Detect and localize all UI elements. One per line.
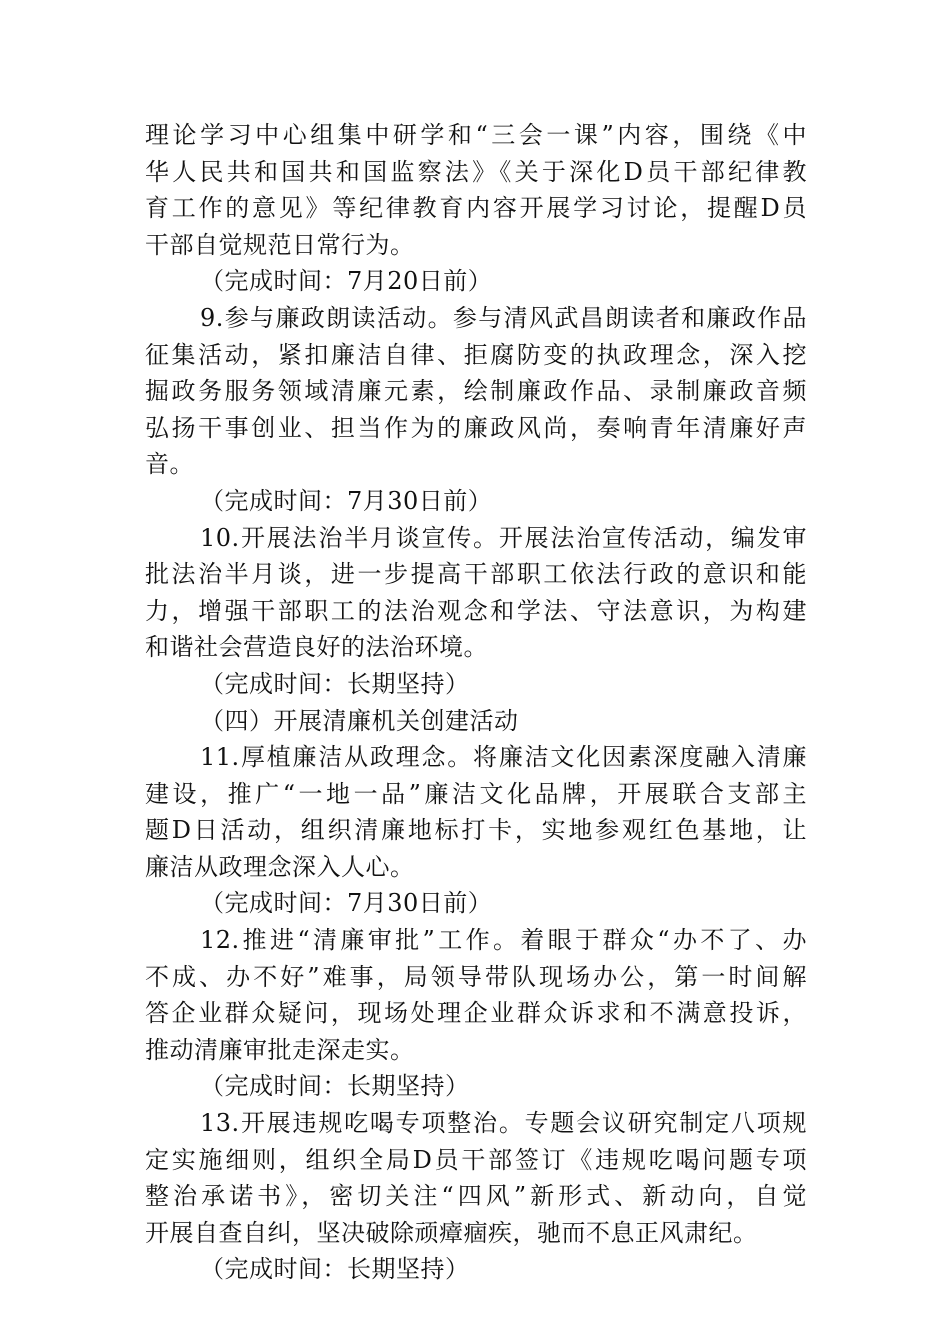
paragraph-line: 理论学习中心组集中研学和“三会一课”内容，围绕《中 (145, 121, 807, 149)
item-12-heading-line: 12.推进“清廉审批”工作。着眼于群众“办不了、办 (200, 926, 807, 955)
section-heading: （四）开展清廉机关创建活动 (200, 706, 519, 735)
deadline-line: （完成时间：长期坚持） (200, 669, 470, 698)
paragraph-line: 批法治半月谈，进一步提高干部职工依法行政的意识和能 (145, 560, 807, 589)
paragraph-line: 定实施细则，组织全局D员干部签订《违规吃喝问题专项 (145, 1145, 807, 1174)
paragraph-line: 题D日活动，组织清廉地标打卡，实地参观红色基地，让 (145, 816, 807, 845)
deadline-line: （完成时间：7月30日前） (200, 486, 493, 515)
paragraph-line: 答企业群众疑问，现场处理企业群众诉求和不满意投诉， (145, 999, 807, 1028)
paragraph-line: 整治承诺书》，密切关注“四风”新形式、新动向，自觉 (145, 1182, 807, 1211)
paragraph-line: 开展自查自纠，坚决破除顽瘴痼疾，驰而不息正风肃纪。 (145, 1218, 758, 1247)
paragraph-line: 廉洁从政理念深入人心。 (145, 852, 415, 881)
item-10-heading-line: 10.开展法治半月谈宣传。开展法治宣传活动，编发审 (200, 523, 807, 552)
item-13-heading-line: 13.开展违规吃喝专项整治。专题会议研究制定八项规 (200, 1109, 807, 1138)
paragraph-line: 不成、办不好”难事，局领导带队现场办公，第一时间解 (145, 962, 807, 991)
item-11-heading-line: 11.厚植廉洁从政理念。将廉洁文化因素深度融入清廉 (200, 743, 807, 772)
paragraph-line: 推动清廉审批走深走实。 (145, 1035, 415, 1064)
paragraph-line: 弘扬干事创业、担当作为的廉政风尚，奏响青年清廉好声 (145, 413, 807, 442)
paragraph-line: 掘政务服务领域清廉元素，绘制廉政作品、录制廉政音频 (145, 377, 807, 406)
paragraph-line: 征集活动，紧扣廉洁自律、拒腐防变的执政理念，深入挖 (145, 340, 807, 369)
document-body (145, 117, 807, 1288)
deadline-line: （完成时间：长期坚持） (200, 1255, 470, 1284)
deadline-line: （完成时间：7月20日前） (200, 267, 493, 296)
paragraph-line: 干部自觉规范日常行为。 (145, 230, 415, 259)
paragraph-line: 建设，推广“一地一品”廉洁文化品牌，开展联合支部主 (145, 779, 807, 808)
paragraph-line: 力，增强干部职工的法治观念和学法、守法意识，为构建 (145, 596, 807, 625)
deadline-line: （完成时间：7月30日前） (200, 889, 493, 918)
paragraph-line: 音。 (145, 450, 194, 479)
paragraph-line: 育工作的意见》等纪律教育内容开展学习讨论，提醒D员 (145, 194, 807, 223)
paragraph-line: 华人民共和国共和国监察法》《关于深化D员干部纪律教 (145, 157, 807, 186)
item-9-heading-line: 9.参与廉政朗读活动。参与清风武昌朗读者和廉政作品 (200, 303, 807, 332)
paragraph-line: 和谐社会营造良好的法治环境。 (145, 633, 488, 662)
deadline-line: （完成时间：长期坚持） (200, 1072, 470, 1101)
